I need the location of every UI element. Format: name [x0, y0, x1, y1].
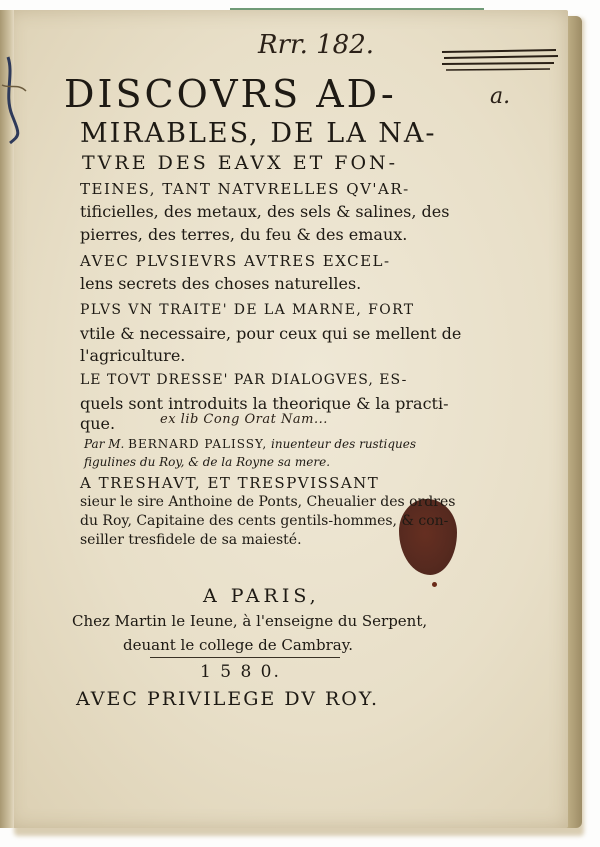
title-line-6: pierres, des terres, du feu & des emaux. — [80, 225, 408, 244]
author-prefix: Par M. — [84, 437, 129, 451]
imprint-address: deuant le college de Cambray. — [123, 636, 353, 654]
section2-line-1: AVEC PLVSIEVRS AVTRES EXCEL- — [80, 252, 391, 270]
section4-line-1: LE TOVT DRESSE' PAR DIALOGVES, ES- — [80, 372, 408, 388]
imprint-privilege: AVEC PRIVILEGE DV ROY. — [76, 688, 380, 710]
title-line-1: DISCOVRS AD- — [64, 72, 397, 116]
section3-line-1: PLVS VN TRAITE' DE LA MARNE, FORT — [80, 302, 415, 318]
manuscript-ownership-note: ex lib Cong Orat Nam... — [160, 412, 328, 427]
imprint-rule — [150, 657, 340, 658]
author-name: BERNARD PALISSY, — [128, 437, 268, 451]
dedication-line-4: seiller tresfidele de sa maiesté. — [80, 532, 302, 548]
author-title: inuenteur des rustiques — [267, 437, 417, 451]
title-line-2: MIRABLES, DE LA NA- — [80, 118, 437, 149]
binding-thread — [0, 55, 30, 145]
section2-line-2: lens secrets des choses naturelles. — [80, 274, 362, 293]
title-line-3: TVRE DES EAVX ET FON- — [82, 152, 399, 174]
imprint-printer: Chez Martin le Ieune, à l'enseigne du Serpent, — [72, 612, 428, 630]
title-line-4: TEINES, TANT NATVRELLES QV'AR- — [80, 180, 410, 198]
section3-line-3: l'agriculture. — [80, 346, 186, 365]
shelfmark-annotation: Rrr. 182. — [258, 30, 374, 60]
dedication-line-2: sieur le sire Anthoine de Ponts, Cheualier des ordres — [80, 494, 456, 510]
ink-spot — [432, 582, 437, 587]
crossed-out-inscription — [440, 42, 560, 82]
author-line-1 — [84, 437, 416, 451]
imprint-year: 1 5 8 0. — [200, 662, 281, 682]
author-line-2: figulines du Roy, & de la Royne sa mere. — [84, 455, 331, 469]
section3-line-2: vtile & necessaire, pour ceux qui se mellent de — [80, 324, 462, 343]
dedication-line-1: A TRESHAVT, ET TRESPVISSANT — [80, 474, 380, 492]
corner-annotation: a. — [490, 84, 511, 109]
title-line-5: tificielles, des metaux, des sels & salines, des — [80, 202, 450, 221]
imprint-city: A PARIS, — [203, 585, 320, 607]
dedication-line-3: du Roy, Capitaine des cents gentils-hommes, & con- — [80, 513, 449, 529]
section4-line-3: que. — [80, 414, 116, 433]
section4-line-2: quels sont introduits la theorique & la practi- — [80, 394, 449, 413]
